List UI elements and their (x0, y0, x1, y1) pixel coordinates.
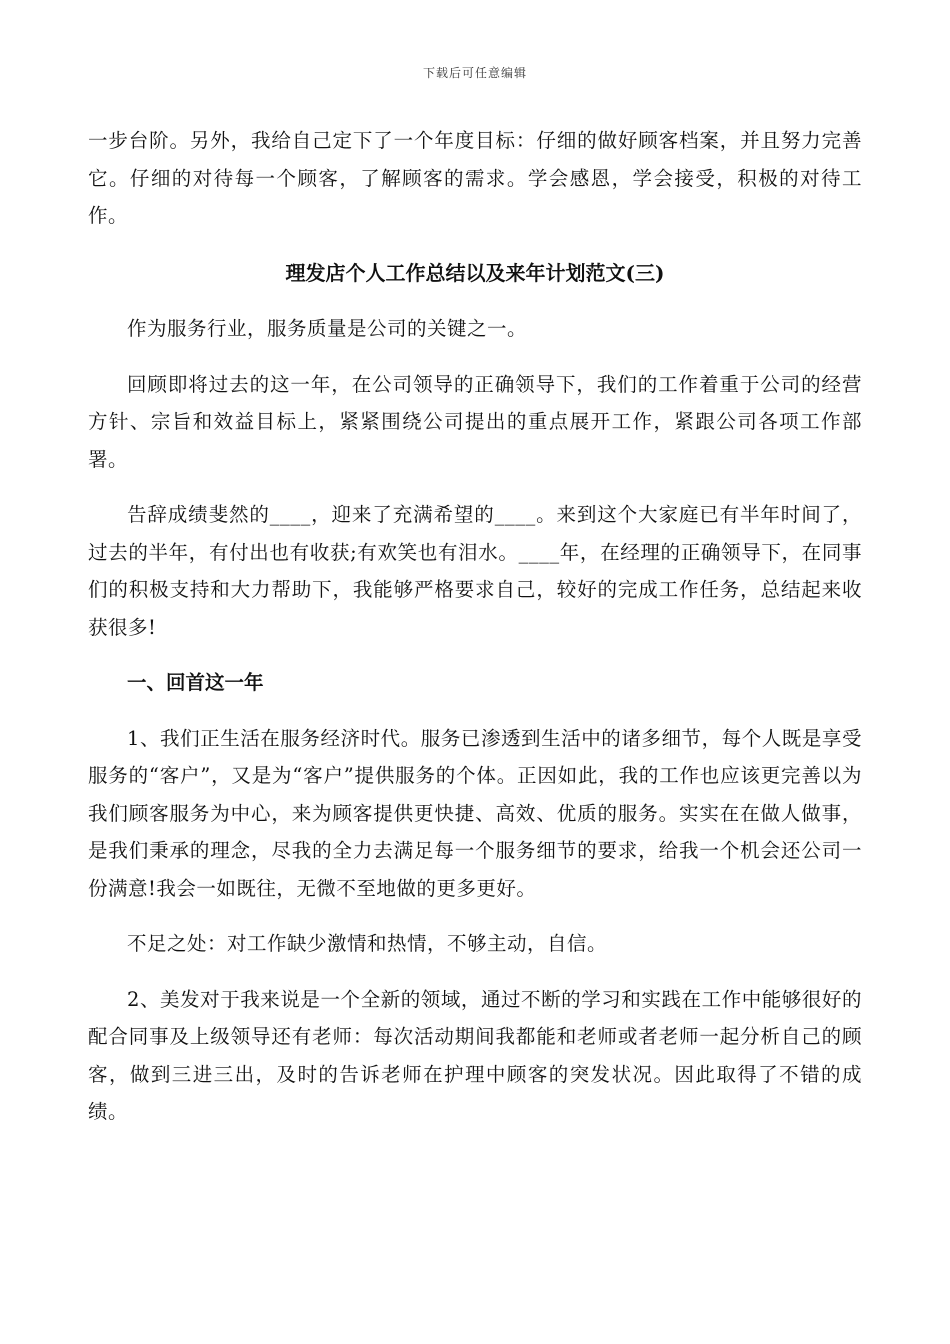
document-body (88, 122, 862, 1131)
paragraph-2: 回顾即将过去的这一年，在公司领导的正确领导下，我们的工作着重于公司的经营方针、宗旨和效益目标上，紧紧围绕公司提出的重点展开工作，紧跟公司各项工作部署。 (88, 372, 862, 471)
paragraph-1: 作为服务行业，服务质量是公司的关键之一。 (127, 317, 528, 340)
paragraph-4: 1、我们正生活在服务经济时代。服务已渗透到生活中的诸多细节，每个人既是享受服务的“客户”，又是为“客户”提供服务的个体。正因如此，我的工作也应该更完善以为我们顾客服务为中心，来为顾客提供更快捷、高效、优质的服务。实实在在做人做事，是我们秉承的理念，尽我的全力去满足每一个服务细节的要求，给我一个机会还公司一份满意!我会一如既往，无微不至地做的更多更好。 (88, 726, 862, 900)
document-title: 理发店个人工作总结以及来年计划范文(三) (285, 260, 665, 285)
page-header: 下载后可任意编辑 (422, 66, 527, 80)
paragraph-5: 不足之处：对工作缺少激情和热情，不够主动，自信。 (127, 932, 608, 955)
paragraph-intro: 一步台阶。另外，我给自己定下了一个年度目标：仔细的做好顾客档案，并且努力完善它。仔细的对待每一个顾客，了解顾客的需求。学会感恩，学会接受，积极的对待工作。 (88, 129, 862, 227)
paragraph-6: 2、美发对于我来说是一个全新的领域，通过不断的学习和实践在工作中能够很好的配合同事及上级领导还有老师：每次活动期间我都能和老师或者老师一起分析自己的顾客，做到三进三出，及时的告诉老师在护理中顾客的突发状况。因此取得了不错的成绩。 (88, 987, 862, 1123)
section-heading-1: 一、回首这一年 (127, 671, 264, 694)
paragraph-3: 告辞成绩斐然的____，迎来了充满希望的____。来到这个大家庭已有半年时间了，过去的半年，有付出也有收获;有欢笑也有泪水。____年，在经理的正确领导下，在同事们的积极支持和大力帮助下，我能够严格要求自己，较好的完成工作任务，总结起来收获很多! (88, 503, 862, 639)
